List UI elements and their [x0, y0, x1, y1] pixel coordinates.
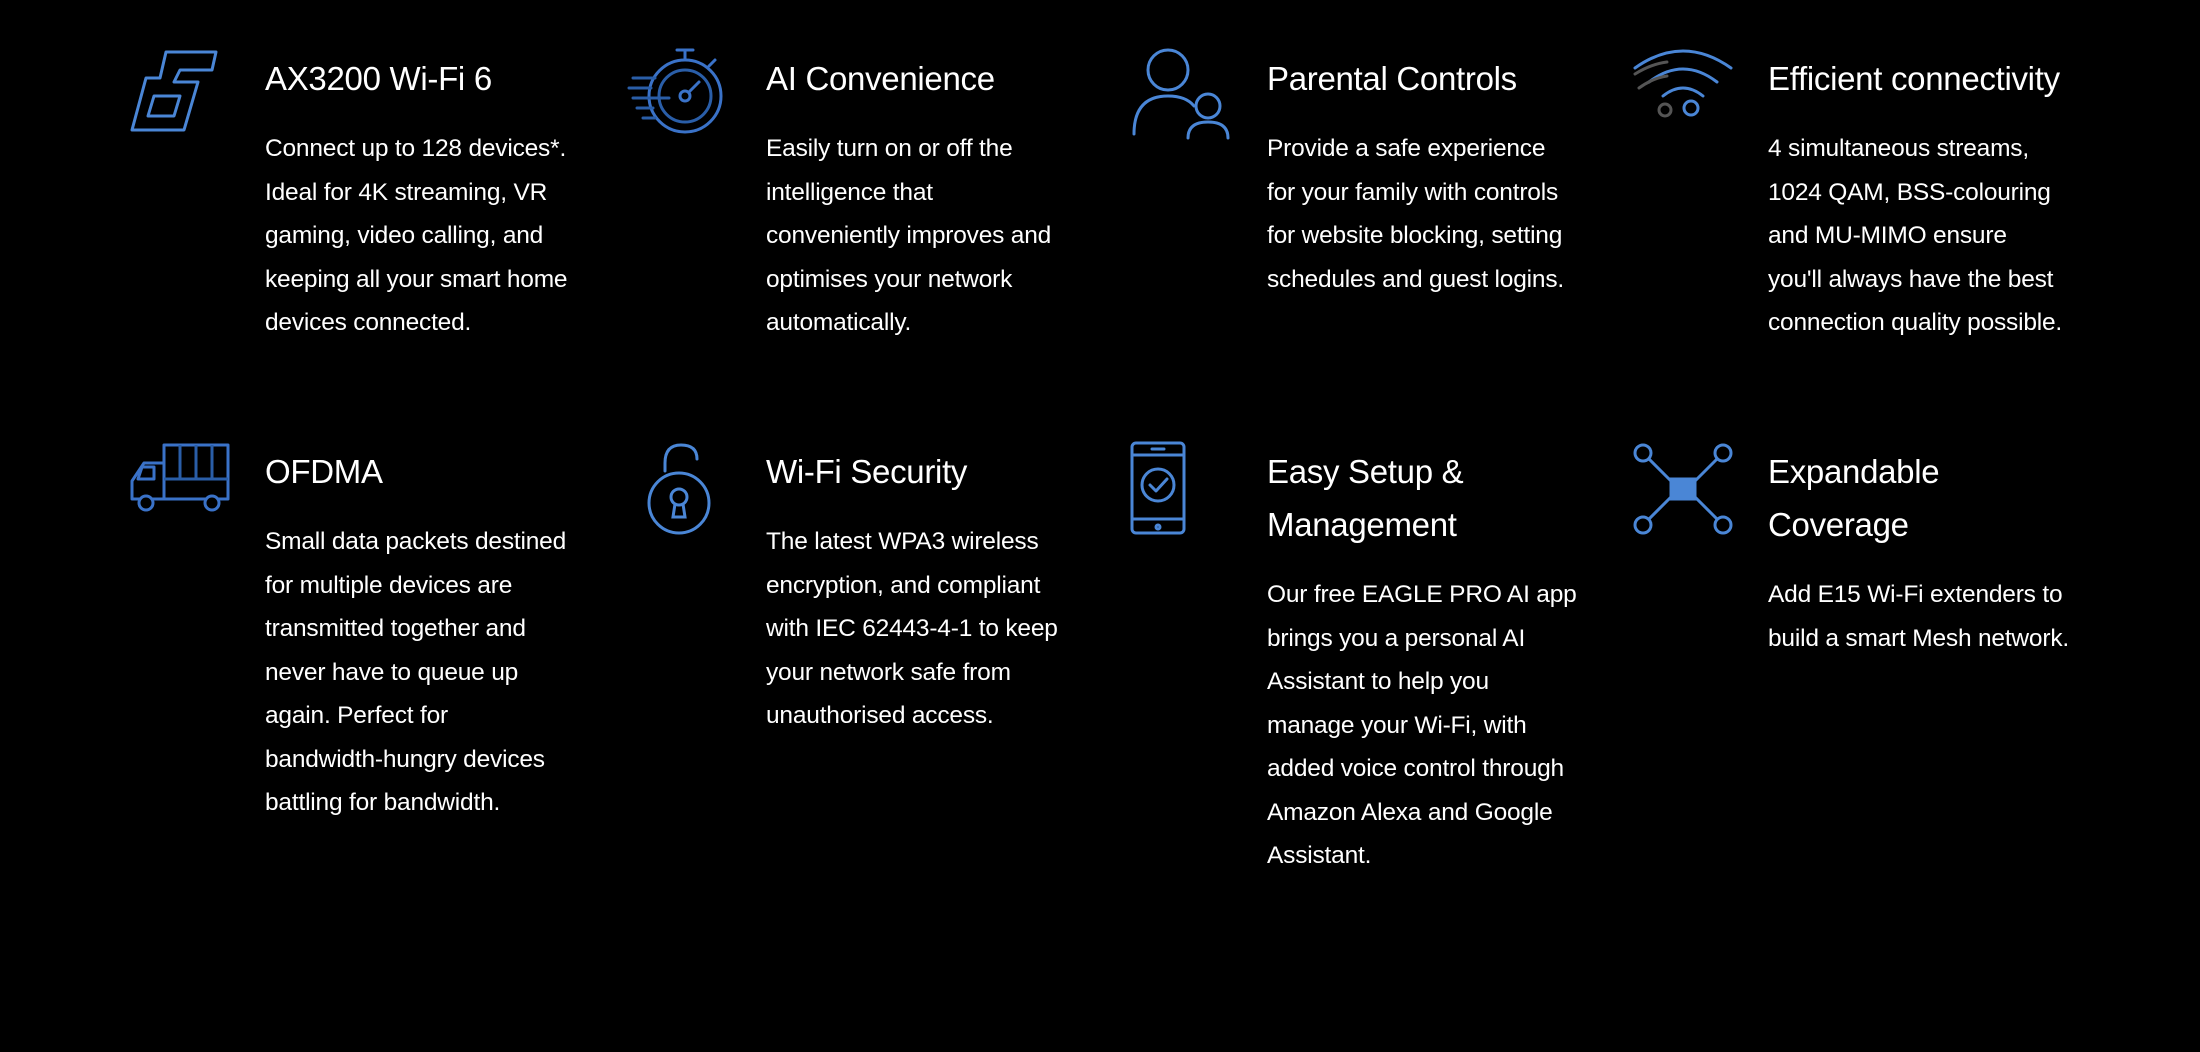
- wifi-signal-icon: [1631, 48, 1735, 152]
- feature-description: 4 simultaneous streams, 1024 QAM, BSS-colouring and MU-MIMO ensure you'll always have the best connection quality possible.: [1768, 135, 2063, 336]
- feature-description: Add E15 Wi-Fi extenders to build a smart Mesh network.: [1768, 581, 2069, 652]
- stopwatch-speed-icon: [629, 48, 733, 152]
- feature-expandable-coverage: [1768, 445, 2098, 660]
- feature-title: OFDMA: [265, 453, 383, 490]
- feature-description: Provide a safe experience for your family with controls for website blocking, setting schedules and guest logins.: [1267, 135, 1564, 293]
- feature-description: The latest WPA3 wireless encryption, and compliant with IEC 62443-4-1 to keep your network safe from unauthorised access.: [766, 528, 1058, 729]
- feature-ai-convenience: [766, 52, 1096, 345]
- feature-ofdma: [265, 445, 595, 825]
- feature-title: Wi-Fi Security: [766, 453, 968, 490]
- feature-title: Expandable Coverage: [1768, 453, 1940, 543]
- feature-ax3200-wifi6: [265, 52, 595, 345]
- parent-child-icon: [1130, 48, 1234, 152]
- mesh-network-icon: [1631, 441, 1735, 545]
- feature-description: Small data packets destined for multiple devices are transmitted together and never have to queue up again. Perfect for bandwidth-hungry devices battling for bandwidth.: [265, 528, 567, 816]
- feature-parental-controls: [1267, 52, 1597, 301]
- feature-description: Our free EAGLE PRO AI app brings you a personal AI Assistant to help you manage your Wi-Fi, with added voice control through Amazon Alexa and Google Assistant.: [1267, 581, 1577, 869]
- padlock-icon: [629, 441, 733, 545]
- feature-description: Easily turn on or off the intelligence that conveniently improves and optimises your network automatically.: [766, 135, 1052, 336]
- feature-description: Connect up to 128 devices*. Ideal for 4K streaming, VR gaming, video calling, and keeping all your smart home devices connected.: [265, 135, 568, 336]
- feature-easy-setup: [1267, 445, 1597, 878]
- feature-title: Easy Setup & Management: [1267, 453, 1464, 543]
- feature-efficient-connectivity: [1768, 52, 2098, 345]
- wifi-6-badge-icon: [128, 48, 232, 152]
- phone-check-icon: [1130, 441, 1234, 545]
- feature-title: AI Convenience: [766, 60, 995, 97]
- delivery-truck-icon: [128, 441, 232, 545]
- feature-title: Efficient connectivity: [1768, 60, 2060, 97]
- feature-wifi-security: [766, 445, 1096, 738]
- feature-title: AX3200 Wi-Fi 6: [265, 60, 492, 97]
- feature-title: Parental Controls: [1267, 60, 1517, 97]
